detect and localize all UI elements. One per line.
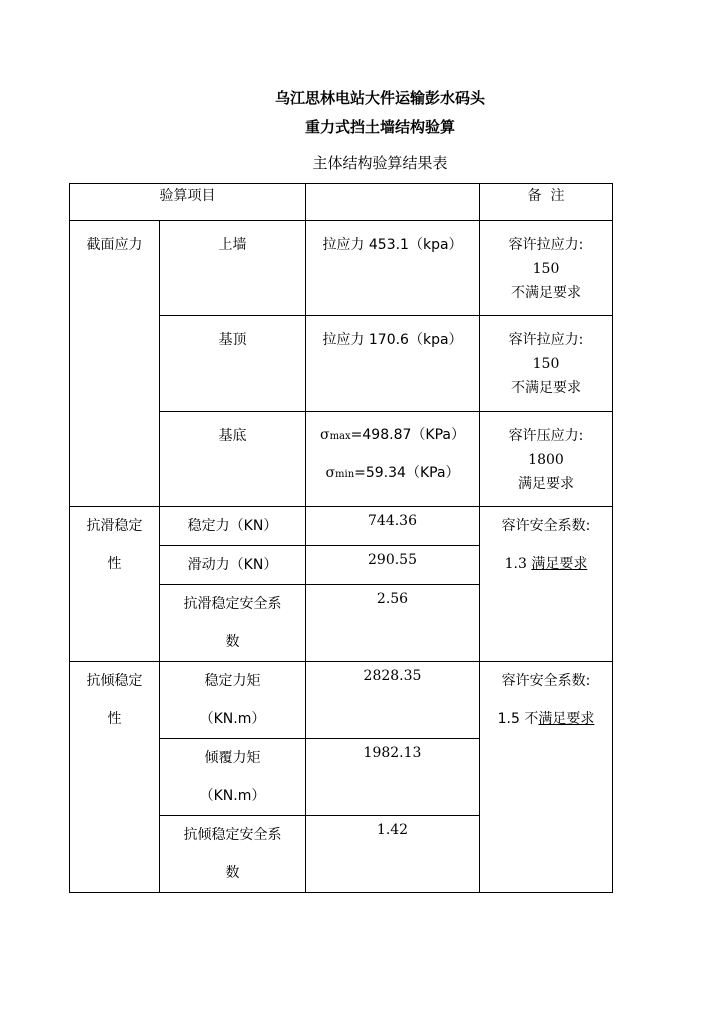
header-item: 验算项目 (70, 184, 306, 221)
row-name-stabilizing-force: 稳定力（KN） (160, 507, 306, 546)
section-slide-remark: 容许安全系数: 1.3 满足要求 (480, 507, 613, 662)
row-value-upper: 拉应力 453.1（kpa） (306, 221, 480, 316)
row-name-stabilizing-moment: 稳定力矩 （KN.m） (160, 662, 306, 739)
results-table (69, 183, 613, 893)
row-value-sliding-force: 290.55 (306, 546, 480, 585)
row-value-overturn-safety-factor: 1.42 (306, 816, 480, 893)
row-name-overturning-moment: 倾覆力矩 （KN.m） (160, 739, 306, 816)
header-remark: 备 注 (480, 184, 613, 221)
row-name-sliding-force: 滑动力（KN） (160, 546, 306, 585)
row-value-slide-safety-factor: 2.56 (306, 585, 480, 662)
row-remark-top: 容许拉应力: 150 不满足要求 (480, 316, 613, 412)
document-subtitle: 重力式挡土墙结构验算 (304, 118, 455, 136)
row-value-bottom: σmax=498.87（KPa） σmin=59.34（KPa） (306, 412, 480, 507)
row-value-top: 拉应力 170.6（kpa） (306, 316, 480, 412)
row-name-upper: 上墙 (160, 221, 306, 316)
table-row (70, 662, 613, 739)
table-row (70, 507, 613, 546)
row-name-slide-safety-factor: 抗滑稳定安全系 数 (160, 585, 306, 662)
row-remark-upper: 容许拉应力: 150 不满足要求 (480, 221, 613, 316)
header-value (306, 184, 480, 221)
table-caption: 主体结构验算结果表 (312, 154, 448, 172)
section-slide-label: 抗滑稳定 性 (70, 507, 160, 662)
row-value-stabilizing-force: 744.36 (306, 507, 480, 546)
section-stress-label: 截面应力 (70, 221, 160, 507)
row-name-bottom: 基底 (160, 412, 306, 507)
section-overturn-remark: 容许安全系数: 1.5 不满足要求 (480, 662, 613, 893)
document-title: 乌江思林电站大件运输彭水码头 (274, 89, 485, 107)
section-overturn-label: 抗倾稳定 性 (70, 662, 160, 893)
row-name-overturn-safety-factor: 抗倾稳定安全系 数 (160, 816, 306, 893)
table-header-row (70, 184, 613, 221)
row-value-overturning-moment: 1982.13 (306, 739, 480, 816)
row-value-stabilizing-moment: 2828.35 (306, 662, 480, 739)
row-remark-bottom: 容许压应力: 1800 满足要求 (480, 412, 613, 507)
table-row (70, 221, 613, 316)
row-name-top: 基顶 (160, 316, 306, 412)
